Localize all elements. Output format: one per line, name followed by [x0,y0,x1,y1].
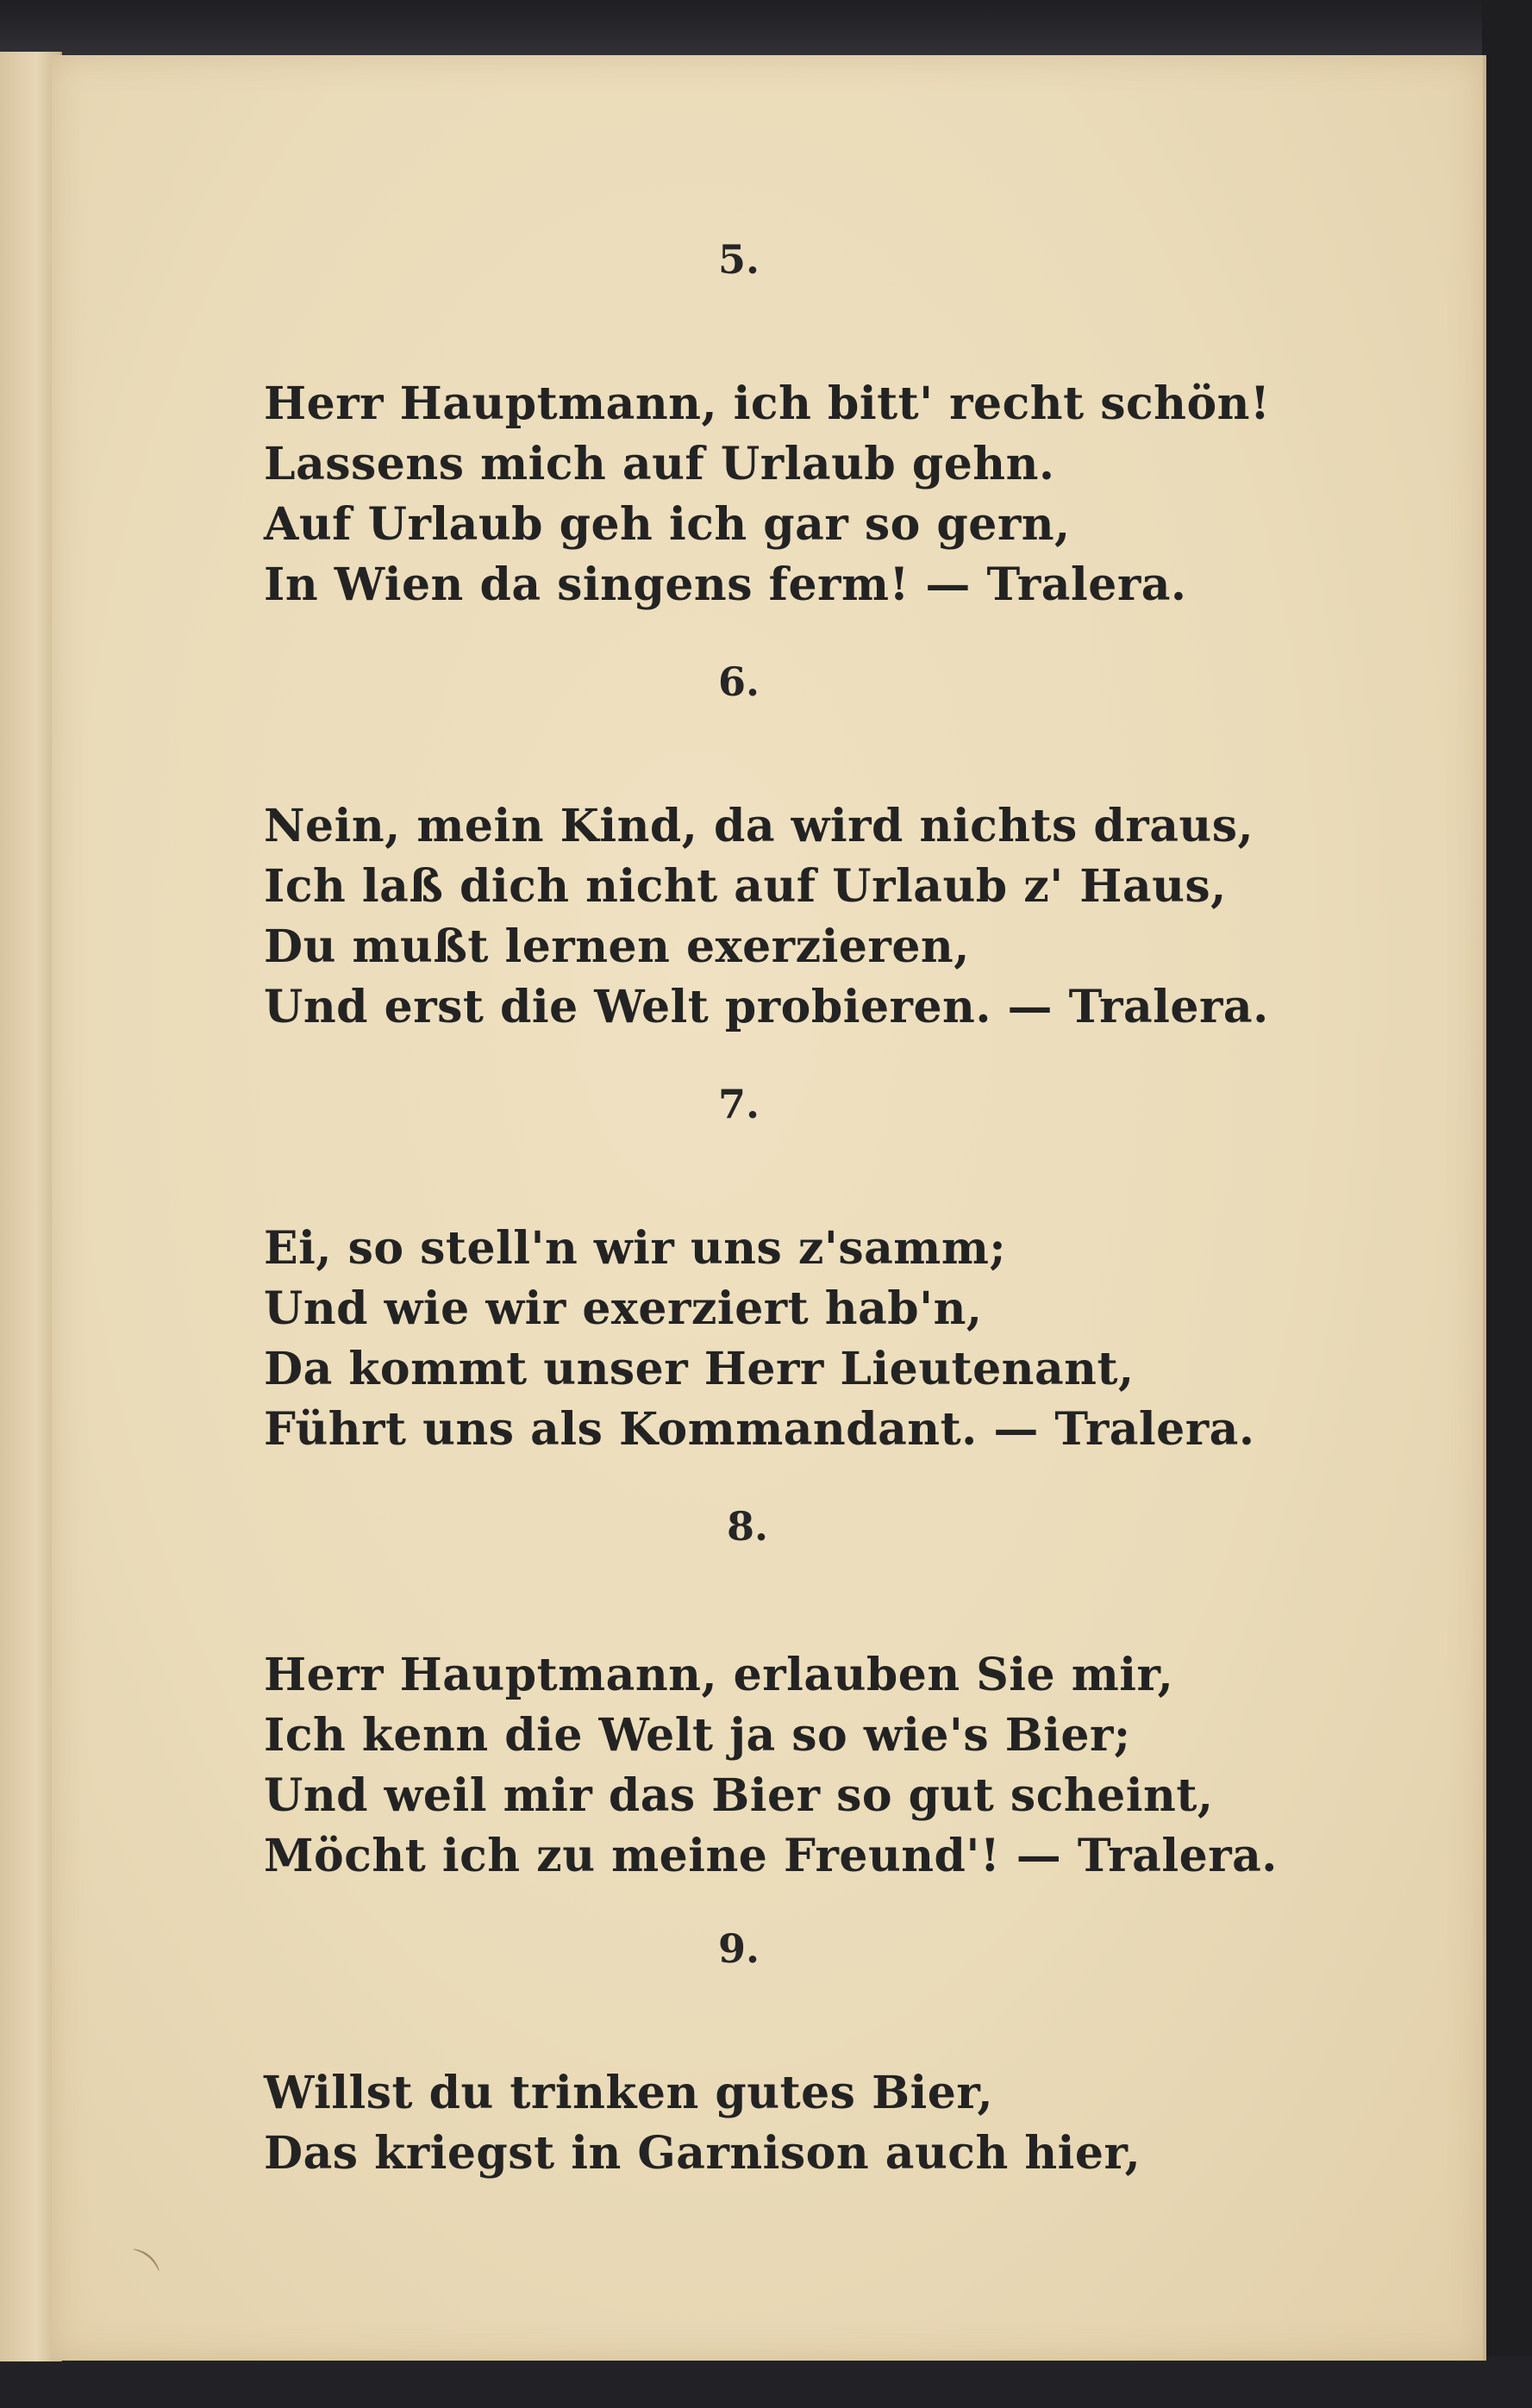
verse-line: Ei, so stell'n wir uns z'samm; [264,1222,1007,1275]
verse-line: Und wie wir exerziert hab'n, [264,1282,983,1335]
stanza-number-8: 8. [727,1503,769,1550]
stanza-8 [264,1645,1278,1887]
stanza-7 [264,1219,1254,1460]
stanza-number-6: 6. [718,658,760,705]
verse-line: Herr Hauptmann, ich bitt' recht schön! [264,377,1271,430]
verse-line: Herr Hauptmann, erlauben Sie mir, [264,1649,1174,1701]
verse-line: Da kommt unser Herr Lieutenant, [264,1343,1135,1395]
verse-line: Und weil mir das Bier so gut scheint, [264,1769,1214,1822]
verse-line: Auf Urlaub geh ich gar so gern, [264,498,1071,551]
verse-line: Möcht ich zu meine Freund'! — Tralera. [264,1830,1278,1882]
verse-line: Du mußt lernen exerzieren, [264,920,970,973]
stanza-5 [264,374,1270,615]
verse-line: Ich laß dich nicht auf Urlaub z' Haus, [264,860,1227,913]
book-page [52,55,1486,2361]
verse-line: Lassens mich auf Urlaub gehn. [264,438,1055,490]
stanza-9 [264,2063,1141,2184]
stanza-number-5: 5. [718,236,760,283]
verse-line: Und erst die Welt probieren. — Tralera. [264,981,1269,1033]
scanner-background-bottom [0,2356,1532,2408]
verse-line: In Wien da singens ferm! — Tralera. [264,558,1187,611]
pencil-mark-icon: ⌒ [112,2243,165,2296]
verse-line: Willst du trinken gutes Bier, [264,2067,994,2119]
verse-line: Nein, mein Kind, da wird nichts draus, [264,800,1254,852]
verse-line: Das kriegst in Garnison auch hier, [264,2127,1141,2180]
stanza-number-9: 9. [718,1925,760,1972]
verse-line: Führt uns als Kommandant. — Tralera. [264,1403,1255,1456]
stanza-number-7: 7. [718,1081,760,1127]
verse-line: Ich kenn die Welt ja so wie's Bier; [264,1709,1131,1762]
stanza-6 [264,796,1269,1038]
scanner-background-right [1482,0,1532,2408]
